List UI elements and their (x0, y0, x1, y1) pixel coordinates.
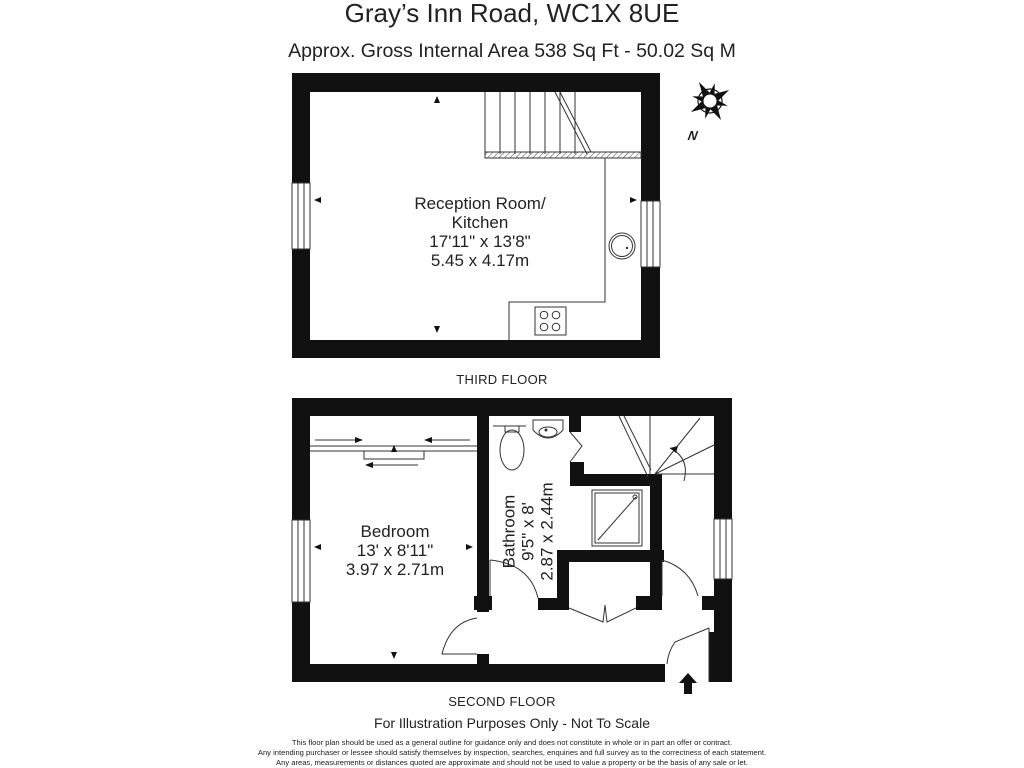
room-name-line1: Reception Room/ (414, 194, 546, 213)
disclaimer (0, 738, 1024, 768)
bedroom-door-swing (442, 618, 477, 654)
window-landing (714, 519, 732, 579)
room-metric: 2.87 x 2.44m (537, 482, 557, 581)
hob-icon (535, 307, 566, 335)
room-metric: 5.45 x 4.17m (430, 251, 530, 270)
basin-icon (533, 420, 563, 438)
illustration-note: For Illustration Purposes Only - Not To Scale (374, 715, 650, 731)
compass-north-label: N (686, 128, 699, 143)
room-imperial: 13' x 8'11" (356, 541, 434, 560)
bedroom-partition (477, 416, 489, 612)
window-left (292, 183, 310, 249)
entrance-arrow-icon (679, 673, 697, 694)
room-label-bedroom (310, 522, 480, 579)
room-name: Bedroom (360, 522, 430, 541)
staircase (485, 92, 591, 154)
floor-label-third: THIRD FLOOR (456, 372, 548, 387)
room-imperial: 9'5" x 8' (518, 502, 538, 561)
stair-balustrade (485, 152, 641, 158)
toilet-icon (493, 426, 526, 470)
room-name: Bathroom (499, 494, 519, 569)
window-right (641, 201, 660, 267)
room-name-line2: Kitchen (451, 213, 509, 232)
room-metric: 3.97 x 2.71m (345, 560, 445, 579)
room-label-reception-kitchen (380, 194, 580, 270)
disclaimer-line: Any areas, measurements or distances quoted are approximate and should not be used to value a property or be the basis of any sale or let. (276, 758, 748, 767)
shower-tray-icon (592, 490, 642, 546)
compass-rose-icon (680, 71, 740, 131)
floor-label-second: SECOND FLOOR (448, 694, 556, 709)
entrance-door-swing (667, 628, 709, 664)
sink-icon (609, 233, 635, 259)
disclaimer-line: This floor plan should be used as a general outline for guidance only and does not constitute in whole or in part an offer or contract. (291, 738, 733, 747)
room-label-bathroom (500, 467, 557, 597)
room-imperial: 17'11" x 13'8" (429, 232, 531, 251)
property-address-title: Gray’s Inn Road, WC1X 8UE (344, 0, 680, 28)
gross-internal-area: Approx. Gross Internal Area 538 Sq Ft - 50.02 Sq M (288, 40, 736, 62)
staircase-second-floor (619, 416, 714, 481)
cupboard-bifold-doors (569, 605, 636, 622)
disclaimer-line: Any intending purchaser or lessee should satisfy themselves by inspection, searches, enquiries and full survey as to the correctness of each statement. (257, 748, 767, 757)
sliding-wardrobe (310, 440, 477, 465)
window-bedroom (292, 520, 310, 602)
